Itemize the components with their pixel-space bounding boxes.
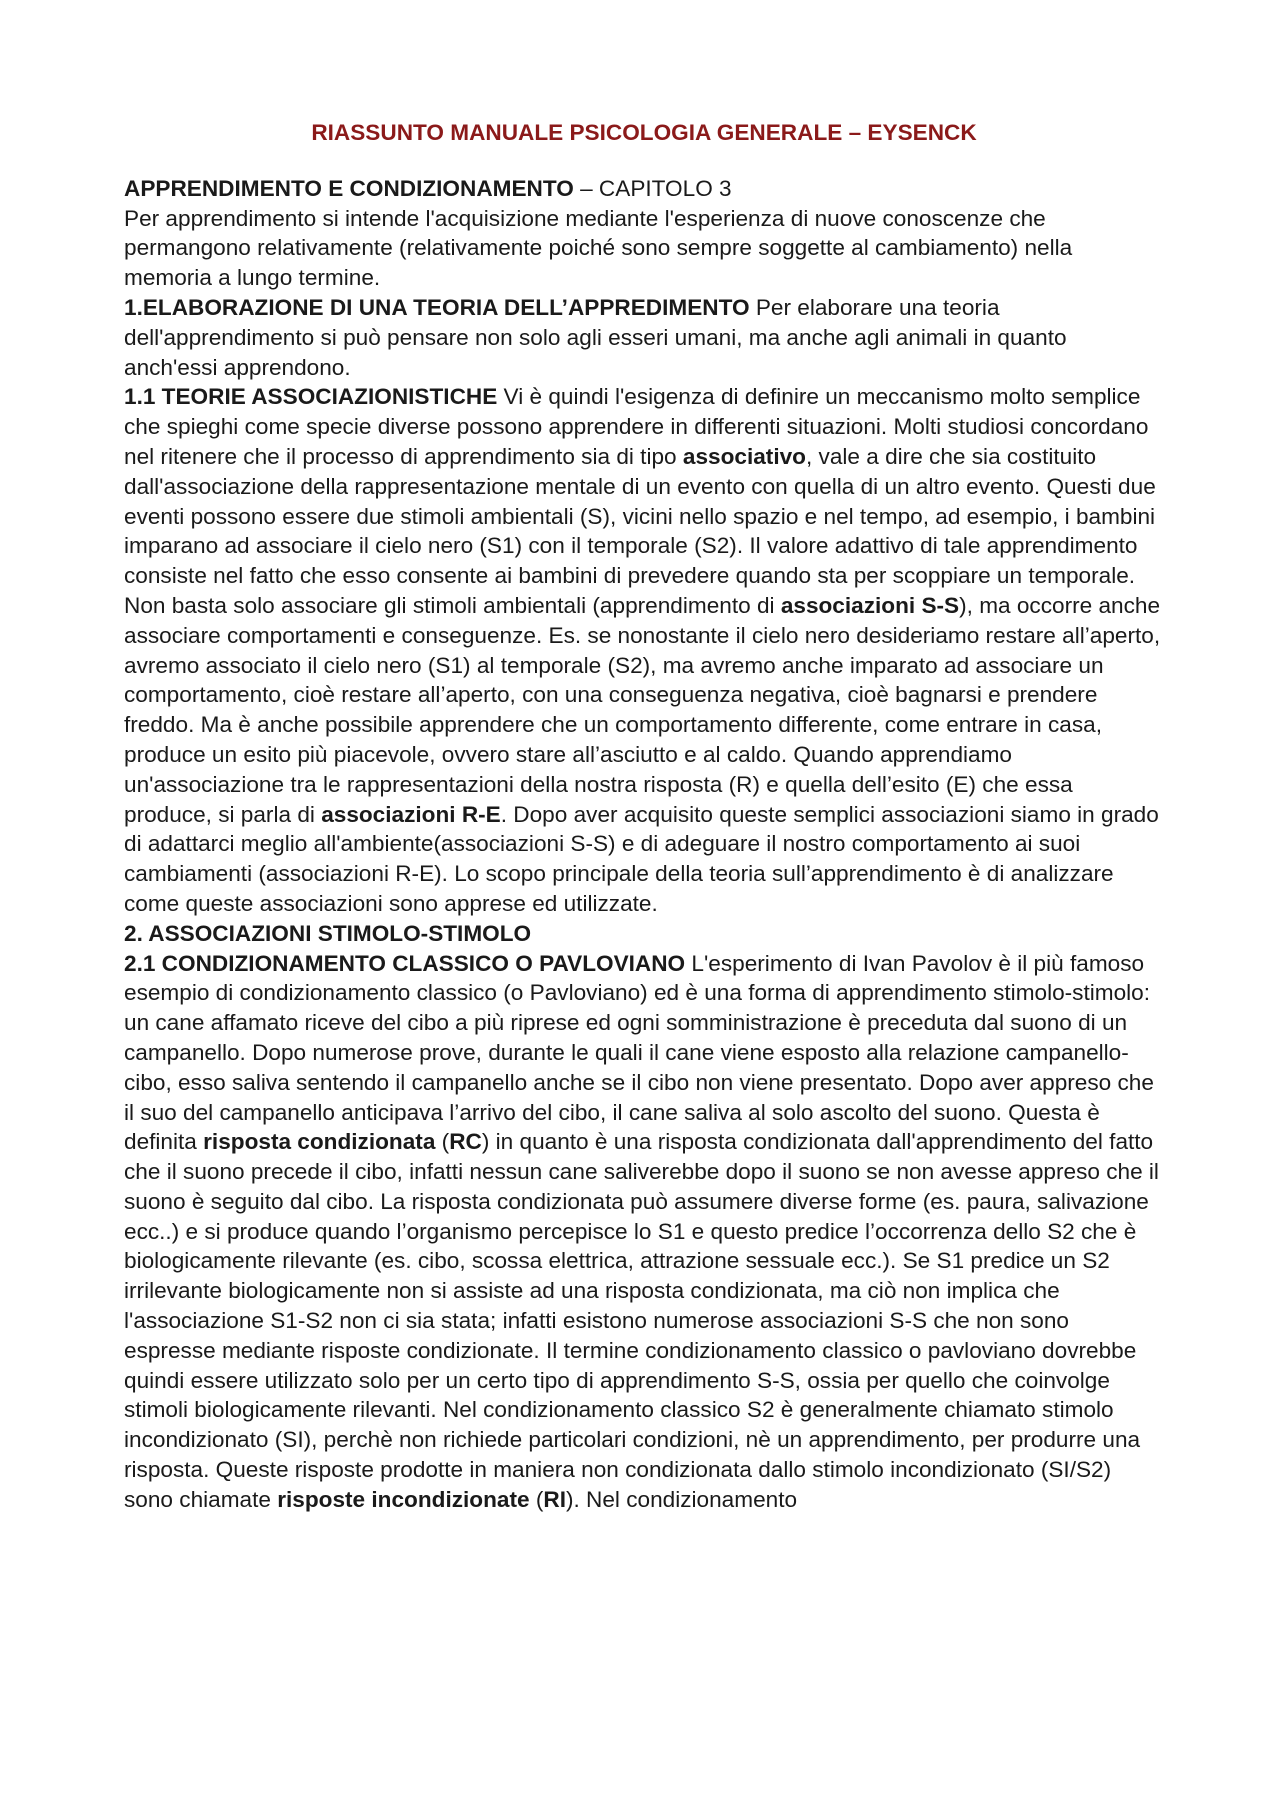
text-run: . Dopo aver acquisito queste semplici associazioni siamo in grado di adattarci meglio all'ambiente(associazioni S-S) e di adeguare il nostro comportamento ai suoi cambiamenti (associazioni R-E). Lo scopo principale della teoria sull’apprendimento è di analizzare come queste associazioni sono apprese ed utilizzate. <box>124 801 1159 916</box>
text-run: , vale a dire che sia costituito dall'associazione della rappresentazione mentale di un evento con quella di un altro evento. Questi due eventi possono essere due stimoli ambientali (S), vicini nello spazio e nel tempo, ad esempio, i bambini imparano ad associare il cielo nero (S1) con il temporale (S2). Il valore adattivo di tale apprendimento consiste nel fatto che esso consente ai bambini di prevedere quando sta per scoppiare un temporale. Non basta solo associare gli stimoli ambientali (apprendimento di <box>124 443 1156 618</box>
text-run: Per elaborare una teoria dell'apprendimento si può pensare non solo agli esseri umani, ma anche agli animali in quanto anch'essi apprendono. <box>124 294 1067 380</box>
bold-text: APPRENDIMENTO E CONDIZIONAMENTO <box>124 175 574 201</box>
bold-text: associazioni S-S <box>780 592 960 618</box>
text-run: Per apprendimento si intende l'acquisizione mediante l'esperienza di nuove conoscenze che permangono relativamente (relativamente poiché sono sempre soggette al cambiamento) nella memoria a lungo termine. <box>124 205 1073 291</box>
bold-text: RC <box>449 1129 482 1155</box>
document-body <box>124 174 1164 1515</box>
text-run: ) in quanto è una risposta condizionata dall'apprendimento del fatto che il suono precede il cibo, infatti nessun cane saliverebbe dopo il suono se non avesse appreso che il suono è seguito dal cibo. La risposta condizionata può assumere diverse forme (es. paura, salivazione ecc..) e si produce quando l’organismo percepisce lo S1 e questo predice l’occorrenza dello S2 che è biologicamente rilevante (es. cibo, scossa elettrica, attrazione sessuale ecc.). Se S1 predice un S2 irrilevante biologicamente non si assiste ad una risposta condizionata, ma ciò non implica che l'associazione S1-S2 non ci sia stata; infatti esistono numerose associazioni S-S che non sono espresse mediante risposte condizionate. Il termine condizionamento classico o pavloviano dovrebbe quindi essere utilizzato solo per un certo tipo di apprendimento S-S, ossia per quello che coinvolge stimoli biologicamente rilevanti. Nel condizionamento classico S2 è generalmente chiamato stimolo incondizionato (SI), perchè non richiede particolari condizioni, nè un apprendimento, per produrre una risposta. Queste risposte prodotte in maniera non condizionata dallo stimolo incondizionato (SI/S2) sono chiamate <box>124 1129 1159 1512</box>
section-2-1-paragraph <box>124 949 1164 1515</box>
section-1-1-paragraph <box>124 382 1164 918</box>
bold-text: 1.1 TEORIE ASSOCIAZIONISTICHE <box>124 384 498 410</box>
text-run: ( <box>529 1486 544 1512</box>
text-run: Vi è quindi l'esigenza di definire un meccanismo molto semplice che spieghi come specie diverse possono apprendere in differenti situazioni. Molti studiosi concordano nel ritenere che il processo di apprendimento sia di tipo <box>124 384 1149 469</box>
bold-text: associazioni R-E <box>321 801 501 827</box>
bold-text: RI <box>543 1486 566 1512</box>
text-run: ( <box>435 1129 450 1155</box>
text-run: L'esperimento di Ivan Pavolov è il più famoso esempio di condizionamento classico (o Pavloviano) ed è una forma di apprendimento stimolo-stimolo: un cane affamato riceve del cibo a più riprese ed ogni somministrazione è preceduta dal suono di un campanello. Dopo numerose prove, durante le quali il cane viene esposto alla relazione campanello-cibo, esso saliva sentendo il campanello anche se il cibo non viene presentato. Dopo aver appreso che il suo del campanello anticipava l’arrivo del cibo, il cane saliva al solo ascolto del suono. Questa è definita <box>124 950 1154 1155</box>
bold-text: 2.1 CONDIZIONAMENTO CLASSICO O PAVLOVIANO <box>124 950 686 976</box>
chapter-heading <box>124 174 1164 204</box>
bold-text: 2. ASSOCIAZIONI STIMOLO-STIMOLO <box>124 920 532 946</box>
text-run: ). Nel condizionamento <box>565 1486 798 1512</box>
text-run: – CAPITOLO 3 <box>573 175 732 201</box>
section-2-heading <box>124 919 1164 949</box>
bold-text: risposta condizionata <box>203 1129 436 1155</box>
text-run: ), ma occorre anche associare comportamenti e conseguenze. Es. se nonostante il cielo nero desideriamo restare all’aperto, avremo associato il cielo nero (S1) al temporale (S2), ma avremo anche imparato ad associare un comportamento, cioè restare all’aperto, con una conseguenza negativa, cioè bagnarsi e prendere freddo. Ma è anche possibile apprendere che un comportamento differente, come entrare in casa, produce un esito più piacevole, ovvero stare all’asciutto e al caldo. Quando apprendiamo un'associazione tra le rappresentazioni della nostra risposta (R) e quella dell’esito (E) che essa produce, si parla di <box>124 592 1161 827</box>
intro-paragraph <box>124 204 1164 293</box>
section-1-paragraph <box>124 293 1164 382</box>
bold-text: risposte incondizionate <box>277 1486 530 1512</box>
bold-text: associativo <box>682 443 806 469</box>
bold-text: 1.ELABORAZIONE DI UNA TEORIA DELL’APPREDIMENTO <box>124 294 750 320</box>
document-page <box>124 118 1164 1515</box>
document-title: RIASSUNTO MANUALE PSICOLOGIA GENERALE – EYSENCK <box>311 120 977 145</box>
